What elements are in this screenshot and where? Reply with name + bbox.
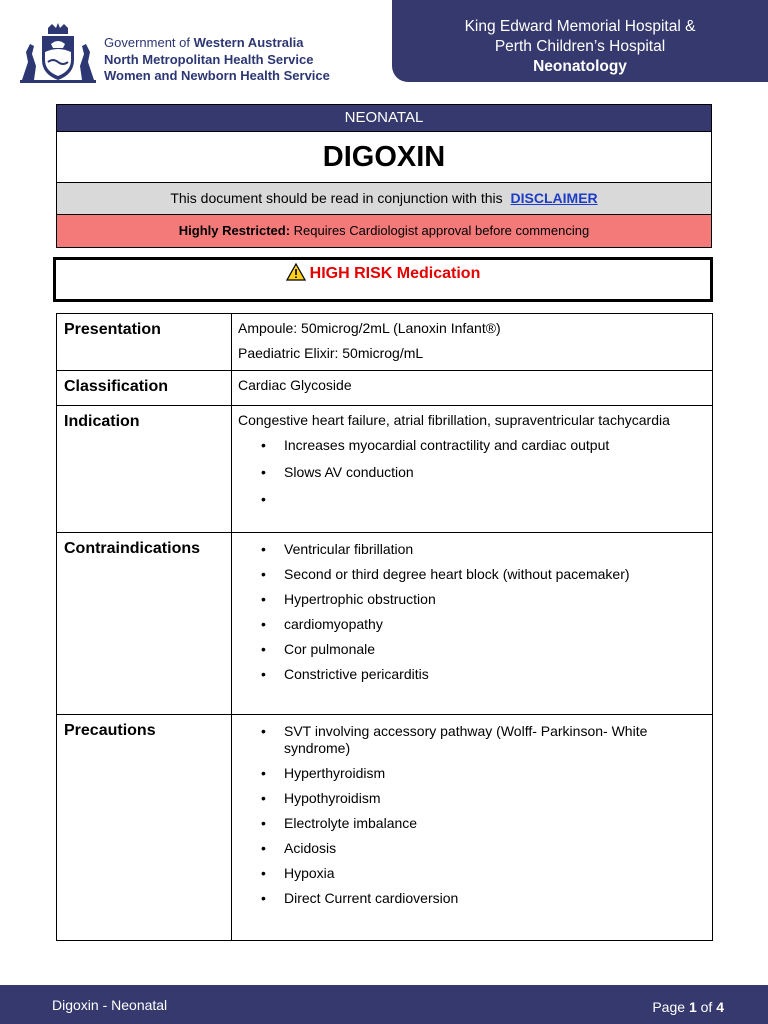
contraindication-item: • Cor pulmonale bbox=[238, 641, 706, 658]
contraindication-item: • Hypertrophic obstruction bbox=[238, 591, 706, 608]
precaution-item: • Direct Current cardioversion bbox=[238, 890, 706, 907]
page-footer bbox=[0, 985, 768, 1024]
drug-info-table bbox=[56, 313, 713, 941]
contraindications-label: Contraindications bbox=[57, 533, 232, 715]
presentation-line: Ampoule: 50microg/2mL (Lanoxin Infant®) bbox=[238, 320, 501, 336]
page-indicator bbox=[652, 999, 724, 1015]
contraindication-item: • Second or third degree heart block (without pacemaker) bbox=[238, 566, 706, 583]
footer-doc-name: Digoxin - Neonatal bbox=[52, 997, 168, 1013]
high-risk-box bbox=[53, 257, 713, 302]
restriction-label: Highly Restricted: bbox=[178, 223, 291, 238]
precaution-item: • Acidosis bbox=[238, 840, 706, 857]
precaution-item: • Hypoxia bbox=[238, 865, 706, 882]
drug-title: DIGOXIN bbox=[56, 132, 712, 182]
classification-line: Cardiac Glycoside bbox=[238, 377, 352, 393]
warning-icon bbox=[286, 263, 306, 281]
contraindication-item: • Ventricular fibrillation bbox=[238, 541, 706, 558]
service-line-1: North Metropolitan Health Service bbox=[104, 51, 314, 67]
presentation-line: Paediatric Elixir: 50microg/mL bbox=[238, 345, 424, 361]
table-row-classification bbox=[57, 371, 713, 406]
gov-prefix: Government of bbox=[104, 35, 190, 50]
page-label: Page bbox=[652, 999, 686, 1015]
restriction-band bbox=[56, 215, 712, 248]
department-label: Neonatology bbox=[533, 58, 627, 75]
disclaimer-band bbox=[56, 182, 712, 215]
wa-crest-icon bbox=[18, 22, 98, 84]
service-line-2: Women and Newborn Health Service bbox=[104, 68, 330, 83]
precautions-label: Precautions bbox=[57, 715, 232, 941]
precaution-item: • Electrolyte imbalance bbox=[238, 815, 706, 832]
presentation-label: Presentation bbox=[57, 314, 232, 371]
precautions-value bbox=[232, 715, 713, 941]
wa-government-logo bbox=[18, 22, 348, 84]
indication-intro: Congestive heart failure, atrial fibrillation, supraventricular tachycardia bbox=[238, 412, 670, 428]
disclaimer-link[interactable]: DISCLAIMER bbox=[510, 190, 598, 206]
document-title-block bbox=[56, 104, 712, 248]
hospital-line-1: King Edward Memorial Hospital & bbox=[464, 18, 696, 35]
hospital-header-banner bbox=[392, 0, 768, 82]
contraindication-item: • Constrictive pericarditis bbox=[238, 666, 706, 683]
page-of: of bbox=[700, 999, 713, 1015]
high-risk-label: HIGH RISK Medication bbox=[309, 265, 481, 282]
precaution-item: • SVT involving accessory pathway (Wolff- Parkinson- White syndrome) bbox=[238, 723, 706, 757]
contraindication-item: • cardiomyopathy bbox=[238, 616, 706, 633]
precaution-item: • Hypothyroidism bbox=[238, 790, 706, 807]
presentation-value bbox=[232, 314, 713, 371]
indication-bullet: • Increases myocardial contractility and cardiac output bbox=[238, 437, 706, 454]
indication-label: Indication bbox=[57, 406, 232, 533]
disclaimer-text: This document should be read in conjunction with this bbox=[170, 190, 503, 206]
table-row-precautions bbox=[57, 715, 713, 941]
classification-label: Classification bbox=[57, 371, 232, 406]
restriction-text: Requires Cardiologist approval before commencing bbox=[293, 223, 590, 238]
precaution-item: • Hyperthyroidism bbox=[238, 765, 706, 782]
table-row-presentation bbox=[57, 314, 713, 371]
gov-state: Western Australia bbox=[193, 35, 304, 50]
classification-value bbox=[232, 371, 713, 406]
hospital-line-2: Perth Children’s Hospital bbox=[494, 38, 666, 55]
category-band: NEONATAL bbox=[56, 104, 712, 132]
page-total: 4 bbox=[716, 999, 724, 1015]
indication-bullet: • Slows AV conduction bbox=[238, 464, 706, 481]
indication-value bbox=[232, 406, 713, 533]
contraindications-value bbox=[232, 533, 713, 715]
table-row-indication bbox=[57, 406, 713, 533]
page-current: 1 bbox=[688, 999, 697, 1015]
table-row-contraindications bbox=[57, 533, 713, 715]
indication-bullet bbox=[238, 491, 706, 508]
